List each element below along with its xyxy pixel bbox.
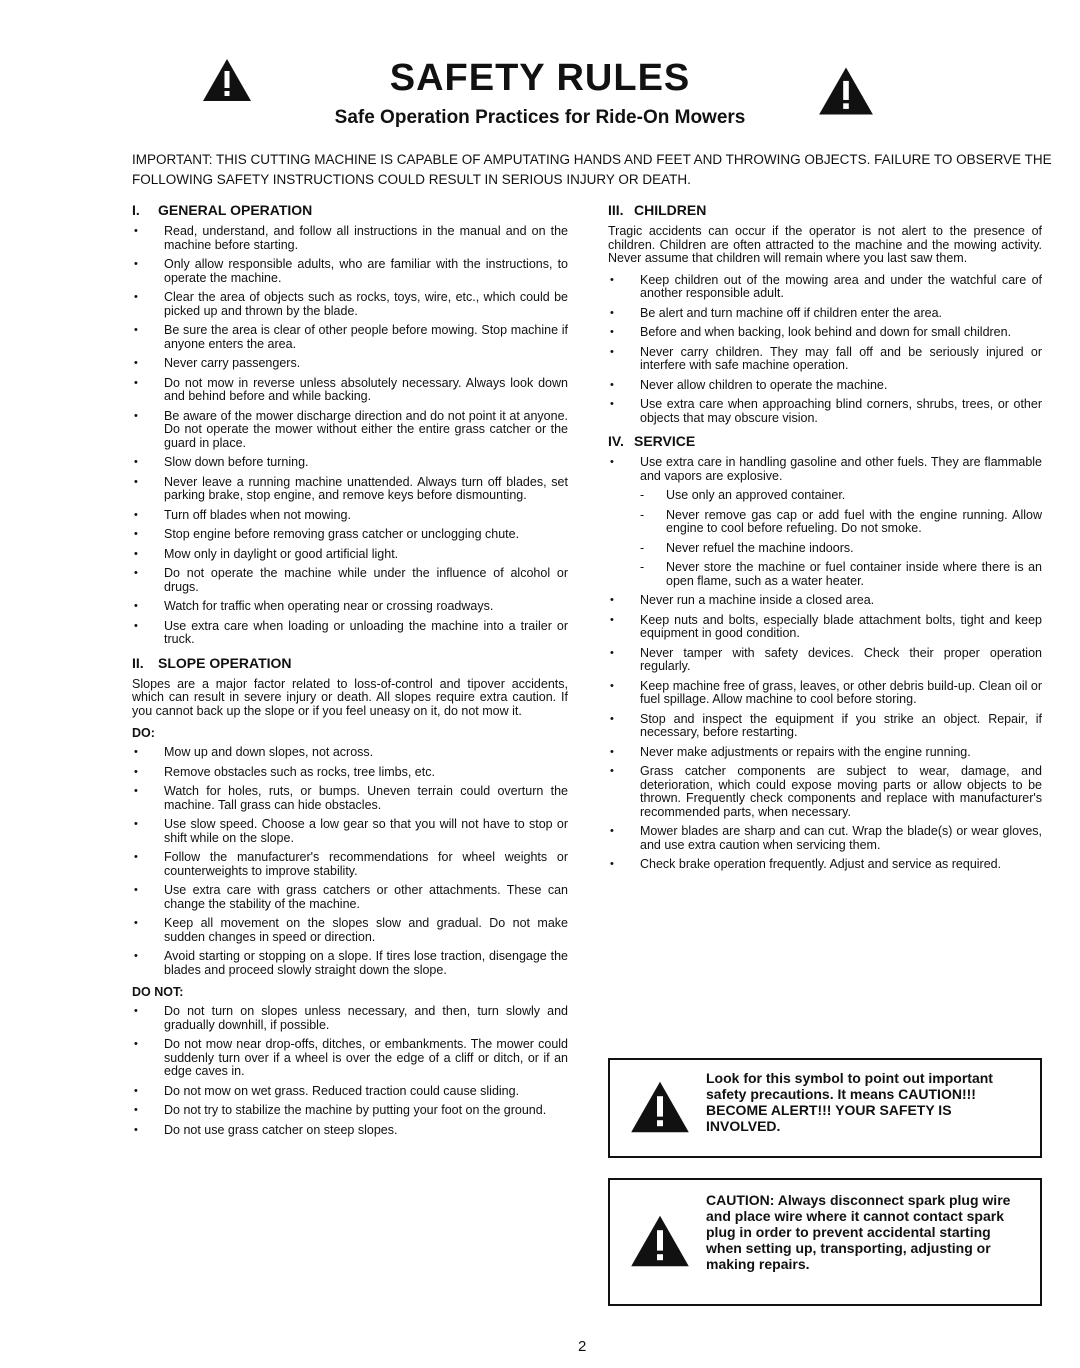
list-item: • Do not mow on wet grass. Reduced traction could cause sliding. <box>132 1085 568 1099</box>
sub-list-item: - Use only an approved container. <box>608 489 1042 503</box>
list-item: • Do not try to stabilize the machine by putting your foot on the ground. <box>132 1104 568 1118</box>
list-item: • Grass catcher components are subject to wear, damage, and deterioration, which could expose moving parts or allow objects to be thrown. Frequently check components and replace with manufacturer's recommended parts, when necessary. <box>608 765 1042 819</box>
list-item: • Use extra care when loading or unloading the machine into a trailer or truck. <box>132 620 568 647</box>
list-item: • Never leave a running machine unattended. Always turn off blades, set parking brake, stop engine, and remove keys before dismounting. <box>132 476 568 503</box>
left-column <box>132 202 568 1145</box>
section-number: IV. <box>608 433 624 449</box>
list-item: • Never carry children. They may fall off and be seriously injured or interfere with safe machine operation. <box>608 346 1042 373</box>
slope-intro: Slopes are a major factor related to loss-of-control and tipover accidents, which can result in severe injury or death. All slopes require extra caution. If you cannot back up the slope or if you feel uneasy on it, do not mow it. <box>132 676 568 718</box>
list-item: • Never carry passengers. <box>132 357 568 371</box>
list-item: • Mower blades are sharp and can cut. Wrap the blade(s) or wear gloves, and use extra caution when servicing them. <box>608 825 1042 852</box>
list-item: • Clear the area of objects such as rocks, toys, wire, etc., which could be picked up and thrown by the blade. <box>132 291 568 318</box>
slope-do-list <box>132 746 568 977</box>
caution-text: CAUTION: Always disconnect spark plug wire and place wire where it cannot contact spark plug in order to prevent accidental starting when setting up, transporting, adjusting or making repairs. <box>706 1192 1011 1272</box>
sub-list-item: - Never remove gas cap or add fuel with the engine running. Allow engine to cool before refueling. Do not smoke. <box>608 509 1042 536</box>
service-list <box>608 594 1042 872</box>
list-item: • Use slow speed. Choose a low gear so that you will not have to stop or shift while on the slope. <box>132 818 568 845</box>
list-item: • Read, understand, and follow all instructions in the manual and on the machine before starting. <box>132 225 568 252</box>
list-item: • Keep children out of the mowing area and under the watchful care of another responsible adult. <box>608 274 1042 301</box>
page-number: 2 <box>578 1338 587 1355</box>
list-item: • Do not turn on slopes unless necessary, and then, turn slowly and gradually downhill, if possible. <box>132 1005 568 1032</box>
sub-list-item: - Never refuel the machine indoors. <box>608 542 1042 556</box>
list-item: • Follow the manufacturer's recommendations for wheel weights or counterweights to improve stability. <box>132 851 568 878</box>
section-title: CHILDREN <box>634 202 707 218</box>
list-item: • Only allow responsible adults, who are familiar with the instructions, to operate the machine. <box>132 258 568 285</box>
page-subtitle: Safe Operation Practices for Ride-On Mowers <box>334 107 746 128</box>
list-item: • Watch for traffic when operating near or crossing roadways. <box>132 600 568 614</box>
section-title: GENERAL OPERATION <box>158 202 313 218</box>
list-item: • Mow only in daylight or good artificial light. <box>132 548 568 562</box>
do-label: DO: <box>132 726 155 740</box>
list-item: • Remove obstacles such as rocks, tree limbs, etc. <box>132 766 568 780</box>
list-item: • Keep nuts and bolts, especially blade attachment bolts, tight and keep equipment in good condition. <box>608 614 1042 641</box>
general-operation-list <box>132 225 568 647</box>
safety-symbol-notice-box <box>608 1058 1042 1158</box>
list-item: • Turn off blades when not mowing. <box>132 509 568 523</box>
slope-do-not-list <box>132 1005 568 1137</box>
section-heading-children <box>608 202 1042 219</box>
list-item: • Keep machine free of grass, leaves, or other debris build-up. Clean oil or fuel spillage. Allow machine to cool before storing. <box>608 680 1042 707</box>
section-heading-general <box>132 202 568 219</box>
list-item: • Use extra care when approaching blind corners, shrubs, trees, or other objects that may obscure vision. <box>608 398 1042 425</box>
list-item: • Never allow children to operate the machine. <box>608 379 1042 393</box>
list-item: • Slow down before turning. <box>132 456 568 470</box>
page-header <box>0 58 1080 138</box>
list-item: • Be sure the area is clear of other people before mowing. Stop machine if anyone enters the area. <box>132 324 568 351</box>
list-item: • Keep all movement on the slopes slow and gradual. Do not make sudden changes in speed or direction. <box>132 917 568 944</box>
list-item: • Check brake operation frequently. Adjust and service as required. <box>608 858 1042 872</box>
children-list <box>608 274 1042 426</box>
list-item: • Be aware of the mower discharge direction and do not point it at anyone. Do not operate the mower without either the entire grass catcher or the guard in place. <box>132 410 568 451</box>
list-item: • Before and when backing, look behind and down for small children. <box>608 326 1042 340</box>
section-heading-service <box>608 433 1042 450</box>
list-item: • Avoid starting or stopping on a slope. If tires lose traction, disengage the blades and proceed slowly straight down the slope. <box>132 950 568 977</box>
list-item: • Stop engine before removing grass catcher or unclogging chute. <box>132 528 568 542</box>
fuel-subitem-list <box>608 489 1042 588</box>
list-item: • Do not mow near drop-offs, ditches, or embankments. The mower could suddenly turn over if a wheel is over the edge of a cliff or ditch, or if an edge caves in. <box>132 1038 568 1079</box>
caution-box <box>608 1178 1042 1306</box>
list-item: • Never run a machine inside a closed area. <box>608 594 1042 608</box>
list-item: • Stop and inspect the equipment if you strike an object. Repair, if necessary, before restarting. <box>608 713 1042 740</box>
children-intro: Tragic accidents can occur if the operator is not alert to the presence of children. Children are often attracted to the machine and the mowing activity. Never assume that children will remain where you last saw them. <box>608 224 1042 265</box>
section-heading-slope <box>132 655 568 672</box>
section-number: II. <box>132 654 144 671</box>
list-item: • Do not use grass catcher on steep slopes. <box>132 1124 568 1138</box>
list-item: • Be alert and turn machine off if children enter the area. <box>608 307 1042 321</box>
do-not-label: DO NOT: <box>132 985 184 999</box>
warning-triangle-icon <box>630 1214 690 1268</box>
warning-triangle-icon <box>630 1080 690 1134</box>
important-notice: IMPORTANT: THIS CUTTING MACHINE IS CAPABLE OF AMPUTATING HANDS AND FEET AND THROWING OBJECTS. FAILURE TO OBSERVE THE FOLLOWING SAFETY INSTRUCTIONS COULD RESULT IN SERIOUS INJURY OR DEATH. <box>132 152 1052 187</box>
list-item: • Mow up and down slopes, not across. <box>132 746 568 760</box>
right-column <box>608 202 1042 880</box>
section-number: III. <box>608 202 624 218</box>
list-item: • Use extra care with grass catchers or other attachments. These can change the stability of the machine. <box>132 884 568 911</box>
section-title: SLOPE OPERATION <box>158 654 292 671</box>
sub-list-item: - Never store the machine or fuel container inside where there is an open flame, such as a water heater. <box>608 561 1042 588</box>
notice-text: Look for this symbol to point out important safety precautions. It means CAUTION!!! BECOME ALERT!!! YOUR SAFETY IS INVOLVED. <box>706 1070 993 1134</box>
list-item: • Do not mow in reverse unless absolutely necessary. Always look down and behind before and while backing. <box>132 377 568 404</box>
service-fuel-item <box>608 456 1042 483</box>
section-title: SERVICE <box>634 433 696 449</box>
list-item: • Never make adjustments or repairs with the engine running. <box>608 746 1042 760</box>
list-item: • Use extra care in handling gasoline and other fuels. They are flammable and vapors are explosive. <box>608 456 1042 483</box>
list-item: • Do not operate the machine while under the influence of alcohol or drugs. <box>132 567 568 594</box>
section-number: I. <box>132 202 140 218</box>
list-item: • Watch for holes, ruts, or bumps. Uneven terrain could overturn the machine. Tall grass can hide obstacles. <box>132 785 568 812</box>
page-title: SAFETY RULES <box>389 57 691 99</box>
list-item: • Never tamper with safety devices. Check their proper operation regularly. <box>608 647 1042 674</box>
